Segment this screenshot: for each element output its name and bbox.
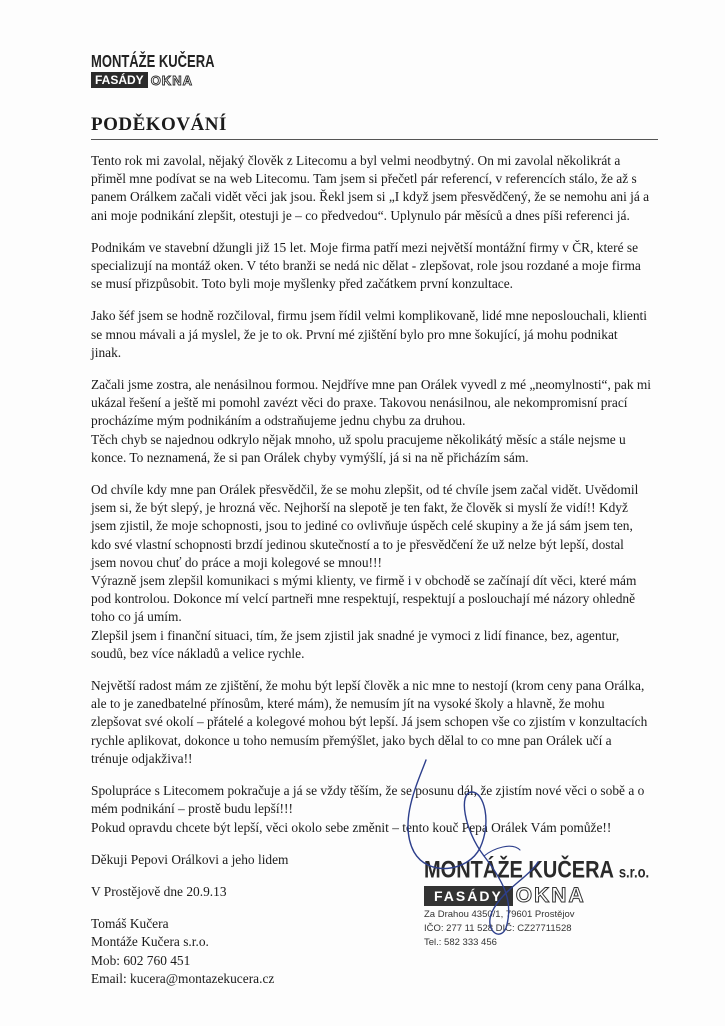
signoff-email: Email: kucera@montazekucera.cz	[91, 970, 275, 986]
logo-company-name: MONTÁŽE KUČERA	[91, 50, 215, 71]
paragraph-intro: Tento rok mi zavolal, nějaký člověk z Litecomu a byl velmi neodbytný. On mi zavolal několikrát a přiměl mne podívat se na web Litecomu. Tam jsem si přečetl pár referencí, v referencích stálo, že až s panem Orálkem začali vidět věci jak jsou. Řekl jsem si „I když jsem přesvědčený, že se nemohu ani já a ani moje podnikání zlepšit, otestuji je – co předvedou“. Uplynulo pár měsíců a dnes píši referenci já.	[91, 153, 650, 223]
paragraph-start: Začali jsme zostra, ale nenásilnou formou. Nejdříve mne pan Orálek vyvedl z mé „neomylnosti“, pak mi ukázal řešení a ještě mi pomohl zavézt věci do praxe. Takovou nenásilnou, ale nekompromisní prací procházíme mým podnikáním a odstraňujeme jednu chybu za druhou.	[91, 377, 651, 429]
stamp-ids: IČO: 277 11 528 DIČ: CZ27711528	[424, 923, 572, 934]
signoff-mobile: Mob: 602 760 451	[91, 952, 191, 968]
paragraph-communication: Výrazně jsem zlepšil komunikaci s mými klienty, ve firmě i v obchodě se začínají dít věci, které mám pod kontrolou. Dokonce mí velcí partneři mne respektují, respektují a poslouchají mé názory ohledně toho co já umím.	[91, 573, 637, 625]
paragraph-finance: Zlepšil jsem i finanční situaci, tím, že jsem zjistil jak snadné je vymoci z lidí finance, bez, agentur, soudů, bez více nákladů a velice rychle.	[91, 627, 620, 661]
stamp-suffix: s.r.o.	[618, 863, 650, 881]
paragraph-joy: Největší radost mám ze zjištění, že mohu být lepší člověk a nic mne to nestojí (krom ceny pana Orálka, ale to je zanedbatelné přínosům, které mám), že nemusím jít na vysoké školy a hlavně, že mohu zlepšovat své okolí – přátelé a kolegové mohou být lepší. Já jsem schopen vše co zjistím v konzultacích rychle aplikovat, dokonce u toho nemusím přemýšlet, jako bych dělal to co mne pan Orálek učí a trénuje odjakživa!!	[91, 678, 648, 766]
stamp-phone: Tel.: 582 333 456	[424, 937, 497, 948]
stamp-fasady: FASÁDY	[424, 886, 513, 906]
paragraph-thanks: Děkuji Pepovi Orálkovi a jeho lidem	[91, 851, 289, 867]
paragraph-date: V Prostějově dne 20.9.13	[91, 883, 227, 899]
logo-okna: OKNA	[150, 72, 193, 88]
paragraph-cooperation: Spolupráce s Litecomem pokračuje a já se vždy těším, že se posunu dál, že zjistím nové věci o sobě a o mém podnikání – prostě budu lepší!!!	[91, 783, 645, 817]
paragraph-mistakes: Těch chyb se najednou odkrylo nějak mnoho, už spolu pracujeme několikátý měsíc a stále nejsme u konce. To neznamená, že si pan Orálek chyby vymýšlí, já si na ně přicházím sám.	[91, 431, 626, 465]
signoff-company: Montáže Kučera s.r.o.	[91, 934, 209, 950]
page-title: PODĚKOVÁNÍ	[91, 114, 658, 140]
logo-fasady: FASÁDY	[91, 72, 148, 88]
stamp-company-name: MONTÁŽE KUČERA	[424, 857, 614, 884]
paragraph-boss: Jako šéf jsem se hodně rozčiloval, firmu jsem řídil velmi komplikovaně, lidé mne neposlouchali, klienti se mnou mávali a já myslel, že je to ok. První mé zjištění bylo pro mne šokující, já mohu podnikat jinak.	[91, 308, 647, 360]
logo-tagline	[91, 72, 211, 88]
signoff-name: Tomáš Kučera	[91, 916, 169, 932]
stamp-address: Za Drahou 4350/1, 79601 Prostějov	[424, 909, 575, 920]
company-logo	[91, 50, 215, 88]
paragraph-business: Podnikám ve stavební džungli již 15 let. Moje firma patří mezi největší montážní firmy v ČR, které se specializují na montáž oken. V této branži se nedá nic dělat - zlepšovat, role jsou rozdané a moje firma se musí přizpůsobit. Toto byli moje myšlenky před začátkem první konzultace.	[91, 239, 641, 292]
paragraph-recommendation: Pokud opravdu chcete být lepší, věci okolo sebe změnit – tento kouč Pepa Orálek Vám pomůže!!	[91, 819, 612, 835]
stamp-okna: OKNA	[515, 884, 586, 907]
paragraph-blindness: Od chvíle kdy mne pan Orálek přesvědčil, že se mohu zlepšit, od té chvíle jsem začal vidět. Uvědomil jsem si, že být slepý, je hrozná věc. Nejhorší na slepotě je ten fakt, že člověk si myslí že vidí!! Když jsem zjistil, že moje schopnosti, jsou to jediné co ovlivňuje úspěch celé skupiny a že já sám jsem ten, kdo své vlastní schopnosti brzdí jedinou skutečností a to je přesvědčení že už nelze být lepší, dostal jsem novou chuť do práce a moji kolegové se mnou!!!	[91, 482, 639, 570]
handwritten-signature	[388, 752, 578, 942]
